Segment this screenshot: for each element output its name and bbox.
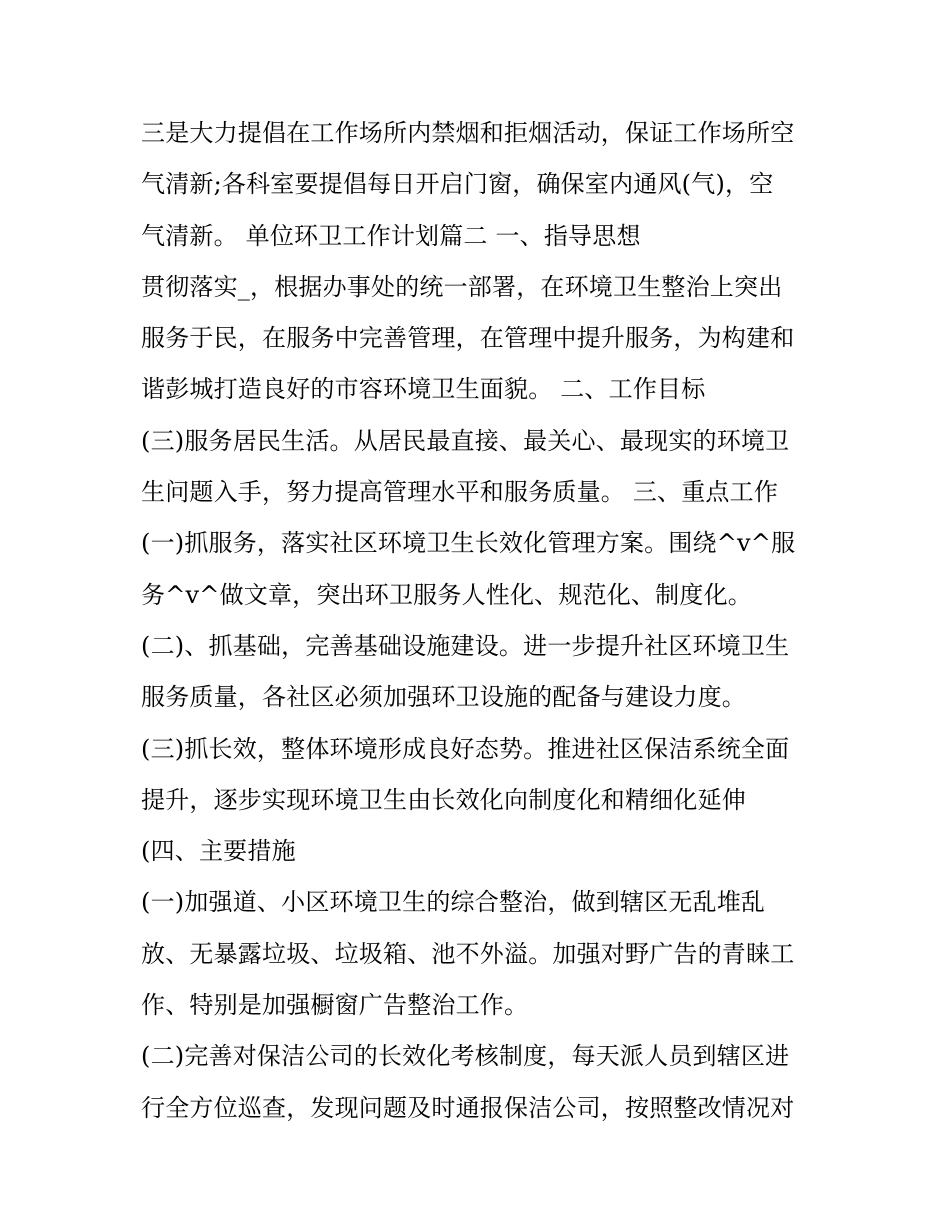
text-line: 贯彻落实_，根据办事处的统一部署，在环境卫生整治上突出 <box>141 272 783 301</box>
document-body <box>141 108 821 1134</box>
text-line: 谐彭城打造良好的市容环境卫生面貌。 二、工作目标 <box>141 375 706 404</box>
text-line: 放、无暴露垃圾、垃圾箱、池不外溢。加强对野广告的青睐工 <box>141 939 795 968</box>
text-line: (三)服务居民生活。从居民最直接、最关心、最现实的环境卫 <box>141 426 790 455</box>
text-line: (四、主要措施 <box>141 837 296 866</box>
text-line: 生问题入手，努力提高管理水平和服务质量。 三、重点工作 <box>141 478 779 507</box>
text-line: (一)抓服务，落实社区环境卫生长效化管理方案。围绕^v^服 <box>141 529 796 558</box>
text-line: 务^v^做文章，突出环卫服务人性化、规范化、制度化。 <box>141 580 752 609</box>
text-line: 气清新。 单位环卫工作计划篇二 一、指导思想 <box>141 221 641 250</box>
text-line: 行全方位巡查，发现问题及时通报保洁公司，按照整改情况对 <box>141 1093 795 1122</box>
text-line: 服务于民，在服务中完善管理，在管理中提升服务，为构建和 <box>141 324 795 353</box>
text-line: (三)抓长效，整体环境形成良好态势。推进社区保洁系统全面 <box>141 734 790 763</box>
text-line: (二)完善对保洁公司的长效化考核制度，每天派人员到辖区进 <box>141 1042 790 1071</box>
text-line: 三是大力提倡在工作场所内禁烟和拒烟活动，保证工作场所空 <box>141 119 795 147</box>
text-line: (二)、抓基础，完善基础设施建设。进一步提升社区环境卫生 <box>141 631 790 660</box>
text-line: 作、特别是加强橱窗广告整治工作。 <box>141 991 529 1020</box>
text-line: 服务质量，各社区必须加强环卫设施的配备与建设力度。 <box>141 683 746 712</box>
text-line: 提升，逐步实现环境卫生由长效化向制度化和精细化延伸 <box>141 785 746 814</box>
text-line: 气清新;各科室要提倡每日开启门窗，确保室内通风(气)，空 <box>141 170 774 199</box>
text-line: (一)加强道、小区环境卫生的综合整治，做到辖区无乱堆乱 <box>141 888 766 917</box>
